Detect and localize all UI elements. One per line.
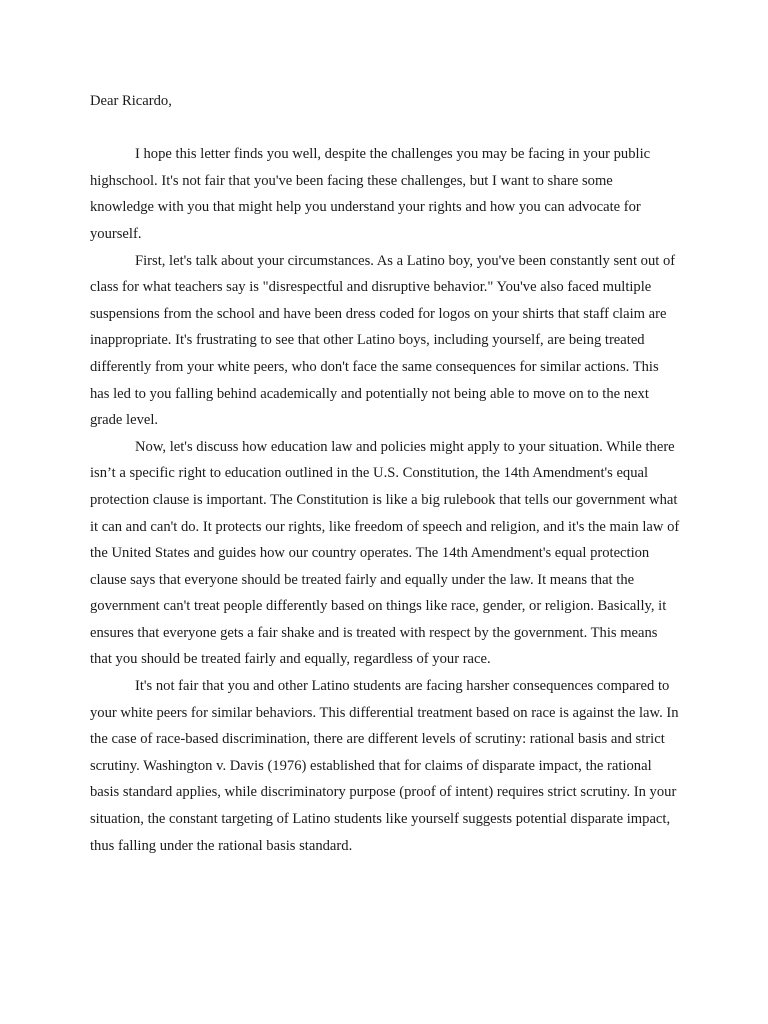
letter-paragraph-4: It's not fair that you and other Latino students are facing harsher consequences compared to your white peers for similar behaviors. This differential treatment based on race is against the law. In the case of race-based discrimination, there are different levels of scrutiny: rational basis and strict scrutiny. Washington v. Davis (1976) established that for claims of disparate impact, the rational basis standard applies, while discriminatory purpose (proof of intent) requires strict scrutiny. In your situation, the constant targeting of Latino students like yourself suggests potential disparate impact, thus falling under the rational basis standard.	[90, 678, 679, 854]
letter-page	[90, 88, 680, 859]
letter-paragraph-1: I hope this letter finds you well, despite the challenges you may be facing in your public highschool. It's not fair that you've been facing these challenges, but I want to share some knowledge with you that might help you understand your rights and how you can advocate for yourself.	[90, 146, 651, 242]
letter-paragraph-2: First, let's talk about your circumstances. As a Latino boy, you've been constantly sent out of class for what teachers say is "disrespectful and disruptive behavior." You've also faced multiple suspensions from the school and have been dress coded for logos on your shirts that staff claim are inappropriate. It's frustrating to see that other Latino boys, including yourself, are being treated differently from your white peers, who don't face the same consequences for similar actions. This has led to you falling behind academically and potentially not being able to move on to the next grade level.	[90, 252, 676, 429]
letter-salutation: Dear Ricardo,	[90, 93, 172, 109]
letter-paragraph-3: Now, let's discuss how education law and policies might apply to your situation. While there isn’t a specific right to education outlined in the U.S. Constitution, the 14th Amendment's equal protection clause is important. The Constitution is like a big rulebook that tells our government what it can and can't do. It protects our rights, like freedom of speech and religion, and it's the main law of the United States and guides how our country operates. The 14th Amendment's equal protection clause says that everyone should be treated fairly and equally under the law. It means that the government can't treat people differently based on things like race, gender, or religion. Basically, it ensures that everyone gets a fair shake and is treated with respect by the government. This means that you should be treated fairly and equally, regardless of your race.	[90, 438, 680, 668]
